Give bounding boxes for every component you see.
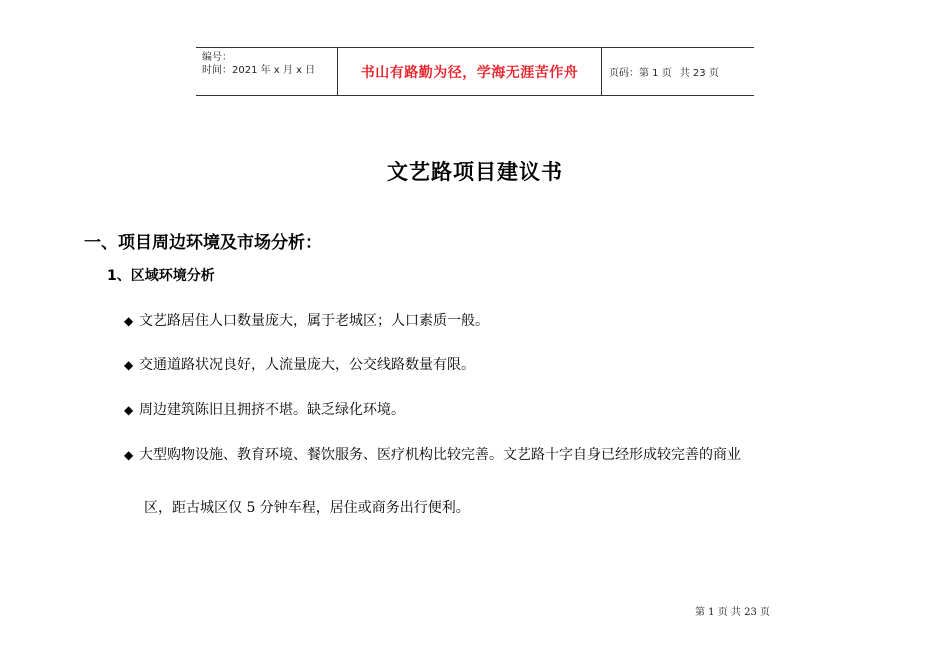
diamond-bullet-icon: ◆ bbox=[124, 358, 134, 372]
header-total-info: 共 23 页 bbox=[679, 68, 719, 79]
document-title: 文艺路项目建议书 bbox=[387, 160, 563, 184]
bullet-text: 交通道路状况良好，人流量庞大，公交线路数量有限。 bbox=[139, 357, 475, 373]
header-page-cell bbox=[602, 48, 754, 95]
header-page-info: 页码：第 1 页 bbox=[609, 68, 672, 79]
bullet-continuation: 区，距古城区仅 5 分钟车程，居住或商务出行便利。 bbox=[144, 500, 470, 516]
diamond-bullet-icon: ◆ bbox=[124, 314, 134, 328]
document-header-table bbox=[196, 47, 754, 96]
section-heading: 一、项目周边环境及市场分析： bbox=[84, 233, 322, 253]
page-footer: 第 1 页 共 23 页 bbox=[695, 607, 770, 618]
date-label: 时间：2021 年 x 月 x 日 bbox=[202, 65, 316, 76]
bullet-text: 文艺路居住人口数量庞大，属于老城区；人口素质一般。 bbox=[139, 313, 489, 329]
diamond-bullet-icon: ◆ bbox=[124, 403, 134, 417]
bullet-item bbox=[124, 444, 741, 464]
bullet-text: 大型购物设施、教育环境、餐饮服务、医疗机构比较完善。文艺路十字自身已经形成较完善的商业 bbox=[139, 447, 741, 463]
bullet-item bbox=[124, 354, 475, 374]
header-motto: 书山有路勤为径，学海无涯苦作舟 bbox=[338, 48, 602, 95]
code-label: 编号： bbox=[202, 52, 232, 63]
diamond-bullet-icon: ◆ bbox=[124, 448, 134, 462]
header-meta-cell bbox=[196, 48, 338, 95]
bullet-item bbox=[124, 399, 405, 419]
bullet-text: 周边建筑陈旧且拥挤不堪。缺乏绿化环境。 bbox=[139, 402, 405, 418]
subsection-heading: 1、区域环境分析 bbox=[107, 268, 215, 284]
bullet-item bbox=[124, 310, 489, 330]
